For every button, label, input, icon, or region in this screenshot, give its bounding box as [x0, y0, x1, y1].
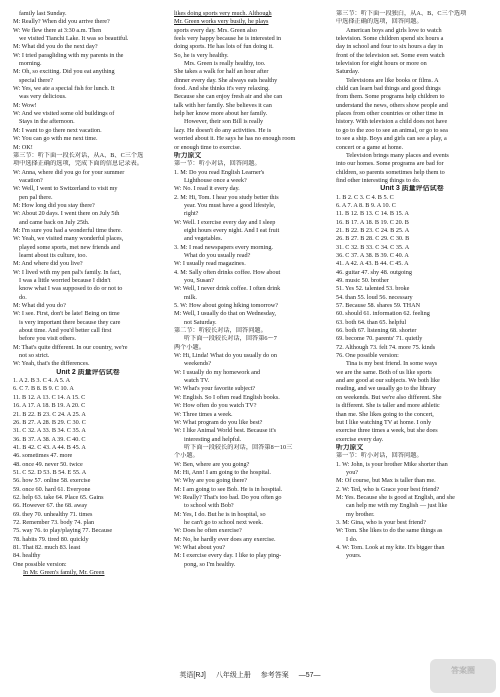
left-text-line: 11. B 12. A 13. C 14. A 15. C: [13, 393, 86, 401]
left-text-line: M: Oh, so exciting. Did you eat anything: [13, 68, 115, 76]
right-text-line: Tina is my best friend. In some ways: [346, 360, 438, 368]
middle-text-line: sports every day. Mrs. Green also: [174, 26, 257, 34]
left-text-line: special there?: [19, 76, 53, 84]
left-text-line: 46. sometimes 47. more: [13, 452, 73, 460]
right-text-line: television for eight hours or more on: [336, 60, 427, 68]
middle-text-line: year. You must have a good lifestyle,: [184, 201, 276, 209]
left-text-line: 项中选择正确的选项，完成下面的信息记录表。: [13, 160, 143, 168]
middle-text-line: milk.: [184, 293, 197, 301]
left-text-line: M: That's quite different. In our country, we're: [13, 343, 128, 351]
middle-text-line: W: What's your favorite subject?: [174, 385, 256, 393]
middle-text-line: W: Well. I exercise every day and I sleep: [174, 218, 276, 226]
watermark-logo: 答案圈: [430, 659, 496, 693]
left-text-line: played some sports, met new friends and: [19, 243, 120, 251]
right-text-line: 69. become 70. parents' 71. quietly: [336, 335, 423, 343]
middle-text-line: food. And she thinks it's very relaxing.: [174, 85, 270, 93]
right-text-line: M: Yes. Because she is good at English, and she: [336, 493, 455, 501]
left-text-line: 31. C 32. A 33. B 34. C 35. A: [13, 427, 86, 435]
middle-text-line: M: I exercise every day. I like to play ping-: [174, 552, 282, 560]
middle-text-line: 听下面一段较长对话，回答第6～7: [184, 335, 277, 343]
left-text-line: In Mr. Green's family, Mr. Green: [23, 569, 105, 577]
left-text-line: One possible version:: [13, 560, 67, 568]
middle-text-line: 1. M: Do you read English Learner's: [174, 168, 265, 176]
middle-text-line: W: No. I read it every day.: [174, 185, 240, 193]
left-text-line: M: I'm sure you had a wonderful time there.: [13, 226, 123, 234]
left-text-line: I was a little worried because I didn't: [19, 277, 111, 284]
left-text-line: about time. And you'd better call first: [19, 327, 112, 335]
middle-text-line: 5. W: How about going hiking tomorrow?: [174, 302, 278, 310]
middle-text-line: 第二节：听较长对话，回答问题。: [174, 327, 267, 335]
middle-text-line: W: What program do you like best?: [174, 418, 263, 426]
left-text-line: W: Yeah, that's the differences.: [13, 360, 90, 368]
middle-text-line: to school with Bob?: [184, 502, 234, 510]
left-text-line: 62. help 63. take 64. Place 65. Gains: [13, 493, 104, 501]
middle-text-line: talk with her family. She believes it can: [174, 101, 272, 109]
left-text-line: 36. B 37. A 38. A 39. C 40. C: [13, 435, 86, 443]
footer-subject: 英语[RJ]: [179, 672, 206, 679]
middle-text-line: Lighthouse once a week?: [184, 176, 247, 184]
left-text-line: 56. how 57. online 58. exercise: [13, 477, 91, 485]
middle-text-line: right?: [184, 210, 199, 218]
middle-text-line: lazy. He doesn't do any activities. He is: [174, 126, 272, 134]
right-text-line: 21. B 22. B 23. C 24. B 25. A: [336, 226, 410, 234]
middle-text-line: doing sports. He has lots of fun doing it.: [174, 43, 274, 51]
left-text-line: W: You can go with me next time.: [13, 135, 98, 143]
right-text-line: 16. B 17. A 18. B 19. C 20. B: [336, 218, 409, 226]
left-text-line: not so strict.: [19, 352, 50, 360]
left-text-line: W: We flew there at 3:30 a.m. Then: [13, 26, 102, 34]
right-text-line: I do.: [346, 535, 358, 543]
right-text-line: 72. Although 73. felt 74. more 75. kinds: [336, 343, 436, 351]
left-text-line: M: What did you do?: [13, 302, 66, 310]
right-text-line: 2. W: Ted, who is Grace your best friend?: [336, 485, 440, 493]
middle-text-line: not Saturday.: [184, 318, 217, 326]
right-text-line: 4. W: Tom. Look at my kite. It's bigger than: [336, 544, 445, 551]
left-text-line: M: What did you do the next day?: [13, 43, 98, 51]
middle-text-line: you, Susan?: [184, 277, 214, 284]
middle-text-line: Mr. Green works very busily, he plays: [174, 18, 269, 26]
left-text-line: 41. B 42. C 43. A 44. B 45. A: [13, 443, 86, 451]
middle-text-line: W: Well, I never drink coffee. I often drink: [174, 285, 281, 293]
right-text-line: 听力原文: [336, 443, 364, 451]
middle-text-line: interesting and helpful.: [184, 435, 242, 443]
right-text-line: 46. guitar 47. shy 48. outgoing: [336, 268, 412, 276]
right-text-line: 第一节：听小对话，回答问题。: [336, 452, 423, 460]
right-text-line: 36. C 37. A 38. B 39. C 40. A: [336, 251, 409, 259]
right-text-line: find other interesting things to do.: [336, 176, 421, 184]
left-text-line: W: I tried paragliding with my parents in the: [13, 51, 124, 59]
middle-text-line: She takes a walk for half an hour after: [174, 68, 269, 76]
right-text-line: is different. She is taller and more athletic: [336, 402, 440, 410]
left-text-line: 66. However 67. the 68. away: [13, 502, 88, 510]
right-text-line: you?: [346, 468, 359, 476]
middle-text-line: pong, so I'm healthy.: [184, 560, 236, 568]
middle-text-line: M: No, he hardly ever does any exercise.: [174, 535, 276, 543]
right-text-line: 11. B 12. B 13. C 14. B 15. A: [336, 210, 409, 218]
page-footer: [0, 670, 500, 680]
left-text-line: was very delicious.: [19, 93, 67, 101]
right-text-line: to see a ship. Boys and girls can see a play, a: [336, 135, 447, 143]
middle-text-line: 3. M: I read newspapers every morning.: [174, 243, 273, 251]
footer-page-number: —57—: [298, 672, 321, 679]
middle-text-line: 第一节：听小对话，回答问题。: [174, 160, 261, 168]
middle-text-line: 听力原文: [174, 151, 202, 159]
left-text-line: M: OK!: [13, 143, 33, 151]
right-text-line: 3. M: Gina, who is your best friend?: [336, 518, 426, 526]
left-text-line: Stays in the afternoon.: [19, 118, 75, 126]
left-text-line: W: Well, I went to Switzerland to visit my: [13, 185, 118, 193]
left-text-line: 16. A 17. A 18. B 19. A 20. C: [13, 402, 86, 410]
middle-text-line: M: Yes, I do. But he is in hospital, so: [174, 510, 266, 518]
middle-text-line: W: Three times a week.: [174, 410, 233, 418]
middle-text-line: W: Ben, where are you going?: [174, 460, 250, 468]
left-text-line: W: Yeah, we visited many wonderful places,: [13, 235, 124, 243]
right-text-line: 中选择正确的选项，回答问题。: [336, 18, 423, 26]
right-text-line: 49. music 50. brother: [336, 277, 389, 284]
left-text-line: W: And we visited some old buildings of: [13, 110, 115, 118]
left-text-line: learnt about its culture, too.: [19, 251, 88, 259]
right-text-line: reading, and we usually go to the library: [336, 385, 437, 393]
right-text-line: 1. W: John, is your brother Mike shorter than: [336, 460, 448, 468]
left-text-line: M: And where did you live?: [13, 260, 83, 268]
middle-text-line: Mrs. Green is really healthy, too.: [184, 60, 266, 68]
right-text-line: but I like watching TV at home. I only: [336, 418, 432, 426]
right-text-line: than me. She likes going to the concert,: [336, 410, 434, 418]
right-text-line: Televisions are like books or films. A: [346, 76, 439, 84]
middle-text-line: likes doing sports very much. Although: [174, 10, 272, 17]
left-text-line: 84. healthy: [13, 552, 41, 560]
middle-text-line: However, their son Bill is really: [184, 118, 264, 126]
left-text-line: vacation?: [19, 176, 43, 184]
middle-text-line: eight hours every night. And I eat fruit: [184, 226, 280, 234]
left-text-line: is very important there because they care: [19, 318, 121, 326]
footer-label: 参考答案: [260, 672, 289, 679]
left-text-line: 69. they 70. unhealthy 71. times: [13, 510, 93, 518]
right-text-line: American boys and girls love to watch: [346, 26, 442, 34]
left-text-line: 1. A 2. B 3. C 4. A 5. A: [13, 377, 71, 385]
right-text-line: to go to the zoo to see an animal, or go to sea: [336, 126, 448, 134]
right-text-line: we are the same. Both of us like sports: [336, 368, 432, 376]
middle-text-line: weekends?: [184, 360, 212, 368]
right-text-line: 66. both 67. listening 68. shorter: [336, 327, 417, 335]
middle-text-line: What do you usually read?: [184, 251, 251, 259]
right-text-line: 1. B 2. C 3. C 4. B 5. C: [336, 193, 394, 201]
left-text-line: 6. C 7. B 8. B 9. C 10. A: [13, 385, 74, 393]
left-text-line: 59. once 60. hard 61. Everyone: [13, 485, 91, 493]
left-text-line: 81. That 82. much 83. least: [13, 544, 81, 551]
middle-text-line: M: Hi, Ann! I am going to the hospital.: [174, 468, 271, 476]
right-text-line: 60. should 61. information 62. feeling: [336, 310, 430, 318]
right-text-line: children, so parents sometimes help them to: [336, 168, 445, 176]
left-text-line: M: I want to go there next vacation.: [13, 126, 102, 134]
middle-column: [174, 10, 330, 569]
left-text-line: W: Anna, where did you go for your summer: [13, 168, 125, 176]
middle-text-line: or enough time to exercise.: [174, 143, 242, 151]
middle-text-line: worried about it. He says he has no enough room: [174, 135, 296, 143]
left-text-line: 75. way 76. to play/playing 77. Because: [13, 527, 113, 535]
left-text-line: W: Yes, we ate a special fish for lunch. It: [13, 85, 115, 93]
right-text-line: 41. A 42. A 43. B 44. C 45. A: [336, 260, 409, 268]
right-text-line: 63. both 64. than 65. helpful: [336, 318, 407, 326]
middle-text-line: M: I am going to see Bob. He is in hospital.: [174, 485, 283, 493]
left-text-line: 78. habits 79. tired 80. quickly: [13, 535, 89, 543]
middle-text-line: watch TV.: [184, 377, 210, 385]
left-text-line: W: I see. First, don't be late! Being on time: [13, 310, 120, 318]
middle-text-line: 个小题。: [174, 452, 199, 460]
right-text-line: front of the television set. Some even watch: [336, 51, 445, 59]
left-text-line: do.: [19, 293, 27, 301]
left-text-line: M: Wow!: [13, 101, 37, 109]
right-text-line: day in school and four to six hours a day in: [336, 43, 443, 51]
right-text-line: child can learn bad things and good things: [336, 85, 441, 93]
right-text-line: Saturday.: [336, 68, 360, 76]
right-text-line: places from other countries or other time in: [336, 110, 444, 118]
middle-text-line: W: I like Animal World best. Because it's: [174, 427, 277, 435]
left-column: [13, 10, 163, 577]
right-text-line: 26. B 27. B 28. C 29. C 30. B: [336, 235, 410, 243]
right-text-line: M: Of course, but Max is taller than me.: [336, 477, 436, 485]
left-text-line: family last Sunday.: [19, 10, 67, 17]
middle-text-line: W: English. So I often read English books.: [174, 393, 280, 401]
right-text-line: and are good at our subjects. We both like: [336, 377, 440, 385]
middle-text-line: and vegetables.: [184, 235, 223, 243]
right-text-line: Television brings many places and events: [346, 151, 449, 159]
right-text-line: can help me with my English — just like: [346, 502, 448, 510]
right-text-line: history. With television a child does not have: [336, 118, 448, 126]
middle-text-line: W: I usually read magazines.: [174, 260, 246, 268]
right-text-line: 31. C 32. B 33. C 34. C 35. A: [336, 243, 410, 251]
middle-text-line: W: What about you?: [174, 544, 226, 551]
left-text-line: morning.: [19, 60, 42, 68]
left-text-line: W: About 20 days. I went there on July 5th: [13, 210, 120, 218]
right-text-line: W: Tom. She likes to do the same things as: [336, 527, 443, 535]
left-text-line: W: I lived with my pen pal's family. In fact,: [13, 268, 121, 276]
middle-text-line: W: Hi, Linda! What do you usually do on: [174, 352, 277, 360]
left-text-line: Unit 2 质量评估试卷: [56, 368, 120, 376]
right-text-line: 54. than 55. loud 56. necessary: [336, 293, 413, 301]
right-text-line: exercise every day.: [336, 435, 384, 443]
middle-text-line: W: How often do you watch TV?: [174, 402, 257, 410]
left-text-line: 48. once 49. never 50. twice: [13, 460, 83, 468]
footer-grade: 八年级上册: [215, 672, 251, 679]
middle-text-line: So, he is very healthy.: [174, 51, 229, 59]
left-text-line: 21. B 22. B 23. C 24. A 25. A: [13, 410, 86, 418]
left-text-line: 26. B 27. A 28. B 29. C 30. C: [13, 418, 86, 426]
right-text-line: 57. Because 58. shares 59. THAN: [336, 302, 421, 310]
left-text-line: we visited Tianchi Lake. It was so beautiful.: [19, 35, 129, 43]
middle-text-line: help her know more about her family.: [174, 110, 268, 118]
middle-text-line: 4. M: Sally often drinks coffee. How about: [174, 268, 281, 276]
left-text-line: M: How long did you stay there?: [13, 201, 95, 209]
right-text-line: 51. Yes 52. talented 53. broke: [336, 285, 410, 293]
middle-text-line: Because she can enjoy fresh air and she can: [174, 93, 283, 101]
right-column: [336, 10, 488, 561]
left-text-line: before you visit others.: [19, 335, 77, 343]
right-text-line: yours.: [346, 552, 362, 560]
middle-text-line: M: Well, I usually do that on Wednesday,: [174, 310, 276, 318]
middle-text-line: 2. M: Hi, Tom. I hear you study better this: [174, 193, 279, 201]
right-text-line: Unit 3 质量评估试卷: [380, 185, 444, 193]
middle-text-line: dinner every day. She always eats healthy: [174, 76, 278, 84]
middle-text-line: feels very happy because he is interested in: [174, 35, 282, 43]
right-text-line: exercise three times a week, but she does: [336, 427, 438, 435]
right-text-line: from them. Some programs help children to: [336, 93, 445, 101]
right-text-line: on weekends. But we're also different. She: [336, 393, 442, 401]
right-text-line: 第三节：听下面一段独白，从A、B、C三个选项: [336, 10, 467, 17]
right-text-line: understand the news, others show people and: [336, 101, 448, 109]
right-text-line: my brother.: [346, 510, 375, 518]
middle-text-line: W: Why are you going there?: [174, 477, 248, 485]
left-text-line: know what I was supposed to do or not to: [19, 285, 123, 293]
middle-text-line: W: Does he often exercise?: [174, 527, 242, 535]
middle-text-line: W: Really? That's too bad. Do you often go: [174, 493, 282, 501]
right-text-line: television. Some children spend six hours a: [336, 35, 444, 43]
middle-text-line: 听下面一段较长的对话，回答第8～10三: [184, 443, 293, 451]
right-text-line: into our homes. Some programs are bad for: [336, 160, 444, 168]
left-text-line: pen pal there.: [19, 193, 53, 201]
middle-text-line: he can't go to school next week.: [184, 518, 263, 526]
right-text-line: concert or a game at home.: [336, 143, 403, 151]
left-text-line: 51. C 52. D 53. B 54. E 55. A: [13, 468, 87, 476]
left-text-line: 72. Remember 73. body 74. plan: [13, 518, 95, 526]
left-text-line: and came back on July 25th.: [19, 218, 90, 226]
left-text-line: M: Really? When did you arrive there?: [13, 18, 110, 26]
left-text-line: 第三节：听下面一段长对话，从A、B、C三个选: [13, 151, 144, 159]
right-text-line: 76. One possible version:: [336, 352, 399, 360]
middle-text-line: W: I usually do my homework and: [174, 368, 261, 376]
middle-text-line: 两个小题。: [174, 343, 205, 351]
right-text-line: 6. A 7. A 8. B 9. A 10. C: [336, 201, 396, 209]
